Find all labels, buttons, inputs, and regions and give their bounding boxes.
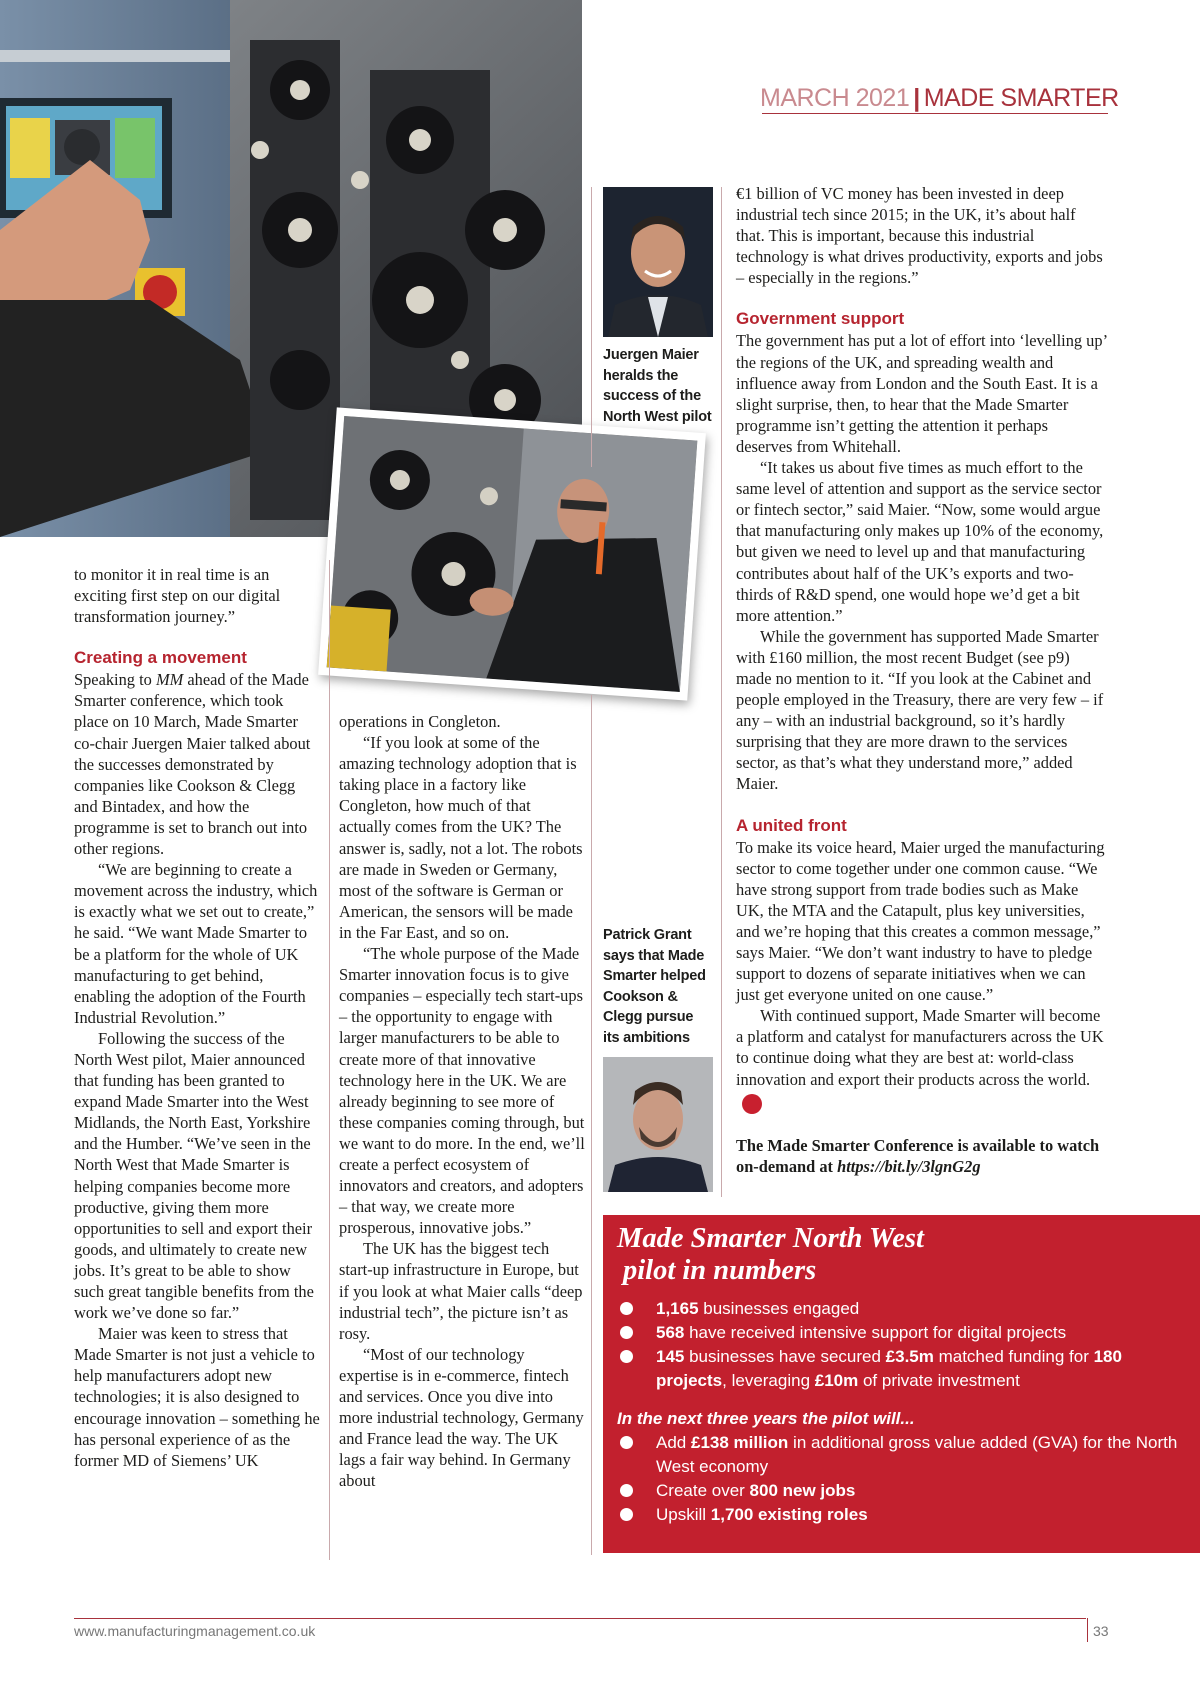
issue-date: MARCH 2021 [760, 84, 910, 112]
grant-caption: Patrick Grant says that Made Smarter helped Cookson & Clegg pursue its ambitions [603, 927, 706, 1046]
paragraph: operations in Congleton. [339, 712, 501, 731]
targets-list [617, 1431, 1186, 1527]
list-item: Upskill 1,700 existing roles [617, 1503, 1186, 1527]
footer-rule [74, 1618, 1086, 1619]
paragraph: Speaking to MM ahead of the Made Smarter conference, which took place on 10 March, Made Smarter co-chair Juergen Maier talked about the successes demonstrated by companies like Cookson & Clegg and Bintadex, and how the programme is set to branch out into other regions. [74, 670, 311, 859]
article-column-1 [74, 564, 320, 1471]
stats-subheading: In the next three years the pilot will... [617, 1409, 915, 1428]
achievements-list [617, 1297, 1186, 1393]
paragraph: While the government has supported Made Smarter with £160 million, the most recent Budget (see p9) made no mention to it. “If you look at the Cabinet and people employed in the Treasury, there are very few – if any – with an industrial background, so it’s hardly surprising that they are more drawn to the services sector, as that’s what they understand more,” added Maier. [736, 626, 1104, 794]
paragraph: Maier was keen to stress that Made Smarter is not just a vehicle to help manufacturers adopt new technologies; it is also designed to encourage innovation – something he has personal experience of as the former MD of Siemens’ UK [74, 1324, 320, 1470]
column-rule [721, 187, 722, 1197]
article-column-2 [339, 711, 585, 1491]
section-name: MADE SMARTER [923, 84, 1119, 112]
patrick-grant-portrait [603, 1057, 713, 1192]
bullet-icon [620, 1484, 633, 1497]
pilot-stats-box [603, 1215, 1200, 1553]
bullet-icon [620, 1436, 633, 1449]
maier-caption: Juergen Maier heralds the success of the North West pilot [603, 347, 712, 425]
subheading-a-united-front: A united front [736, 815, 847, 835]
list-item: 145 businesses have secured £3.5m matched funding for 180 projects, leveraging £10m of private investment [617, 1345, 1186, 1393]
list-item: Add £138 million in additional gross value added (GVA) for the North West economy [617, 1431, 1186, 1479]
juergen-maier-portrait [603, 187, 713, 337]
paragraph: The government has put a lot of effort into ‘levelling up’ the regions of the UK, and spreading wealth and influence away from London and the South East. It is a slight surprise, then, to hear that the Made Smarter programme isn’t getting the attention it perhaps deserves from Whitehall. [736, 331, 1107, 456]
inset-photo [318, 407, 706, 700]
paragraph: Following the success of the North West pilot, Maier announced that funding has been granted to expand Made Smarter into the West Midlands, the North East, Yorkshire and the Humber. “We’ve seen in the North West that Made Smarter is helping companies become more productive, giving them more opportunities to sell and export their goods, and ultimately to create new jobs. It’s great to be able to show such great tangible benefits from the work we’ve done so far.” [74, 1028, 314, 1323]
article-column-3 [736, 183, 1108, 1177]
paragraph: “Most of our technology expertise is in e-commerce, fintech and services. Once you dive into more industrial technology, Germany and France lead the way. The UK lags a fair way behind. In Germany about [339, 1344, 584, 1491]
paragraph: To make its voice heard, Maier urged the manufacturing sector to come together under one common cause. “We have strong support from trade bodies such as Make UK, the MTA and the Catapult, plus key universities, and we’re hoping that this creates a common message,” says Maier. “We don’t want industry to have to pledge support to dozens of separate initiatives when we can just get everyone united on one cause.” [736, 837, 1105, 1005]
page-number: 33 [1093, 1623, 1109, 1639]
paragraph: “If you look at some of the amazing technology adoption that is taking place in a factory like Congleton, how much of that actually comes from the UK? The answer is, sadly, not a lot. The robots are made in Sweden or Germany, most of the software is German or American, the sensors will be made in the Far East, and so on. [339, 733, 583, 942]
list-item: 1,165 businesses engaged [617, 1297, 1186, 1321]
bullet-icon [620, 1350, 633, 1363]
column-rule [591, 187, 592, 467]
bullet-icon [620, 1302, 633, 1315]
subheading-creating-a-movement: Creating a movement [74, 648, 247, 668]
paragraph: The UK has the biggest tech start-up infrastructure in Europe, but if you look at what Maier calls “deep industrial tech”, the picture isn’t as rosy. [339, 1239, 583, 1343]
list-item: 568 have received intensive support for digital projects [617, 1321, 1186, 1345]
paragraph: “It takes us about five times as much effort to the same level of attention and support as the service sector or fintech sector,” said Maier. “Now, some would argue that manufacturing only makes up 10% of the economy, but given we need to level up and that manufacturing contributes about half of the UK’s exports and two-thirds of R&D spend, one would hope we’d get a bit more attention.” [736, 458, 1104, 625]
stats-box-title: Made Smarter North West pilot in numbers [617, 1223, 924, 1286]
magazine-abbreviation: MM [155, 670, 184, 690]
bullet-icon [620, 1508, 633, 1521]
running-header [760, 84, 1119, 113]
paragraph: “The whole purpose of the Made Smarter innovation focus is to give companies – especially tech start-ups – the opportunity to engage with larger manufacturers to be able to create more of that innovative technology here in the UK. We are already beginning to see more of these companies coming through, but we want to do more. In the end, we’ll create a perfect ecosystem of innovators and creators, and adopters – that way, we create more prosperous, innovative jobs.” [339, 944, 585, 1238]
technician-image [327, 416, 698, 692]
header-separator: | [913, 84, 920, 112]
conference-note: The Made Smarter Conference is available to watch on-demand at https://bit.ly/3lgnG2g [736, 1135, 1100, 1176]
footer-separator [1087, 1618, 1088, 1642]
conference-link[interactable]: https://bit.ly/3lgnG2g [837, 1156, 981, 1176]
column-rule [329, 560, 330, 1560]
column-rule [591, 695, 592, 1555]
bullet-icon [620, 1326, 633, 1339]
list-item: Create over 800 new jobs [617, 1479, 1186, 1503]
made-smarter-logo-icon: M [742, 1094, 762, 1114]
subheading-government-support: Government support [736, 309, 905, 329]
paragraph: With continued support, Made Smarter will become a platform and catalyst for manufacturers across the UK to continue doing what they are best at: world-class innovation and export their products across the world.M [736, 1006, 1104, 1112]
header-rule [762, 113, 1108, 114]
paragraph: “We are beginning to create a movement across the industry, which is exactly what we set out to create,” he said. “We want Made Smarter to be a platform for the whole of UK manufacturing to get behind, enabling the adoption of the Fourth Industrial Revolution.” [74, 860, 318, 1027]
paragraph: €1 billion of VC money has been invested in deep industrial tech since 2015; in the UK, it’s about half that. This is important, because this industrial technology is what drives productivity, exports and jobs – especially in the regions.” [736, 184, 1103, 288]
footer-url[interactable]: www.manufacturingmanagement.co.uk [74, 1623, 316, 1639]
paragraph: to monitor it in real time is an exciting first step on our digital transformation journey.” [74, 565, 281, 627]
